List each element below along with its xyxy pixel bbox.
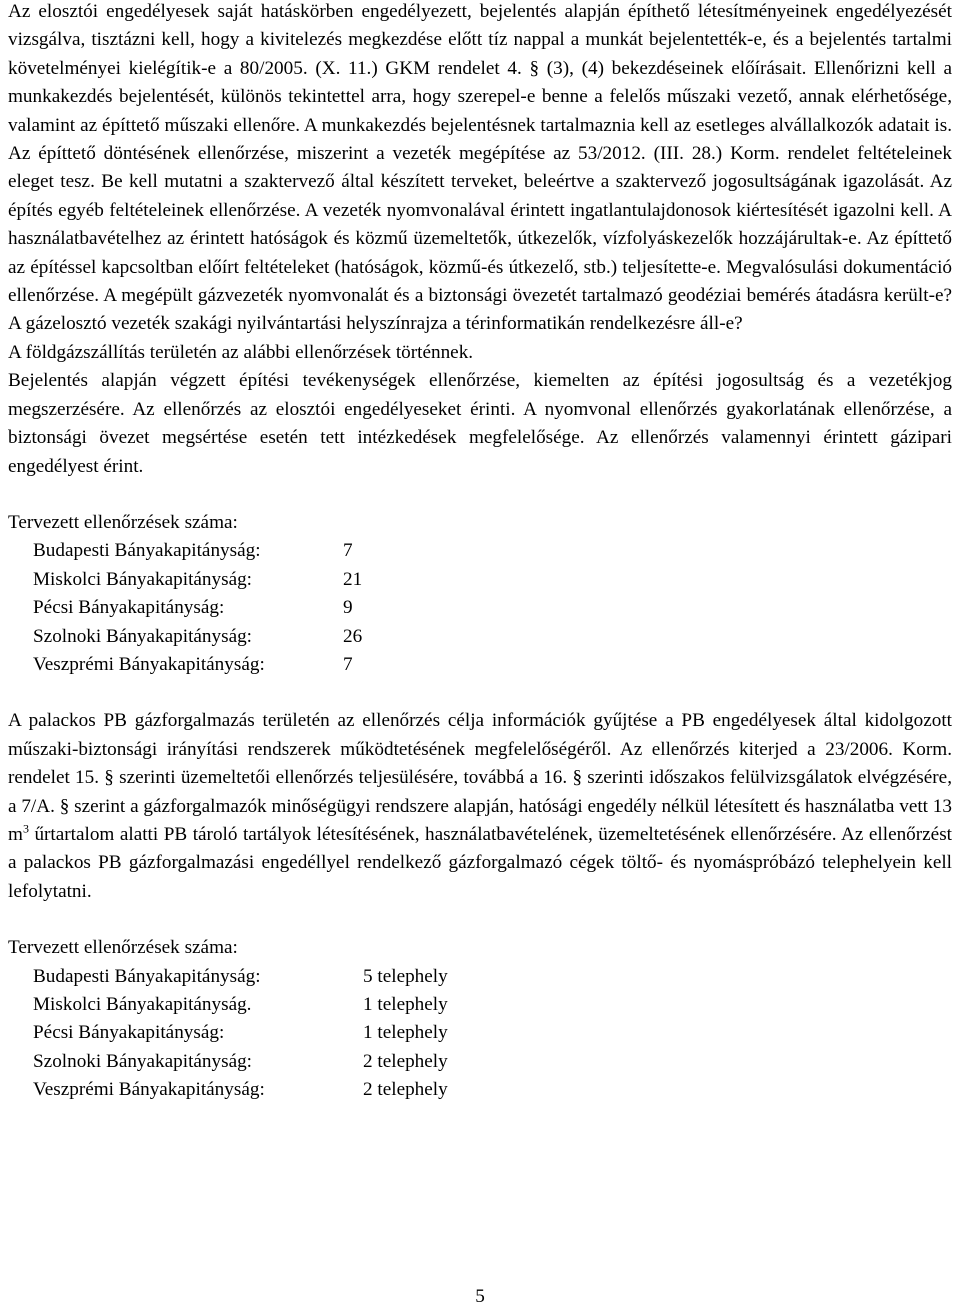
list-item: Miskolci Bányakapitányság. 1 telephely — [33, 994, 448, 1015]
inspection-count-list-2 — [8, 963, 952, 1105]
paragraph-construction-checks: Bejelentés alapján végzett építési tevékenységek ellenőrzése, kiemelten az építési jogosultság és a vezetékjog megszerzésére. Az ellenőrzés az elosztói engedélyeseket érinti. A nyomvonal ellenőrzés gyakorlatának ellenőrzése, a biztonsági övezet megsértése esetén tett intézkedések megfelelősége. Az ellenőrzés valamennyi érintett gázipari engedélyest érint. — [8, 370, 952, 477]
list2-heading: Tervezett ellenőrzések száma: — [8, 937, 238, 959]
superscript-3: 3 — [22, 821, 29, 836]
document-page — [8, 0, 952, 1105]
spacer — [8, 679, 952, 707]
inspection-count-list-1 — [8, 537, 952, 679]
list1-heading: Tervezett ellenőrzések száma: — [8, 511, 238, 533]
paragraph-transmission-intro: A földgázszállítás területén az alábbi ellenőrzések történnek. — [8, 341, 474, 363]
spacer — [8, 906, 952, 934]
list-item: Pécsi Bányakapitányság: 1 telephely — [33, 1022, 448, 1044]
list-item: Veszprémi Bányakapitányság: 7 — [33, 653, 353, 675]
paragraph-distribution-licensees: Az elosztói engedélyesek saját hatáskörben engedélyezett, bejelentés alapján építhető létesítményeinek engedélyezését vizsgálva, tisztázni kell, hogy a kivitelezés megkezdése előtt tíz nappal a munkát bejelentették-e, és a bejelentés tartalmi követelményei kielégítik-e a 80/2005. (X. 11.) GKM rendelet 4. § (3), (4) bekezdéseinek előírásait. Ellenőrizni kell a munkakezdés bejelentését, különös tekintettel arra, hogy szerepel-e benne a felelős műszaki vezető, annak elérhetősége, valamint az építtető műszaki ellenőre. A munkakezdés bejelentésnek tartalmaznia kell az esetleges alvállalkozók adatait is. Az építtető döntésének ellenőrzése, miszerint a vezeték megépítése az 53/2012. (III. 28.) Korm. rendelet feltételeinek eleget tesz. Be kell mutatni a szaktervező által készített terveket, beleértve a szaktervező jogosultságának igazolását. Az építés egyéb feltételeinek ellenőrzése. A vezeték nyomvonalával érintett ingatlantulajdonosok kiértesítését igazolni kell. A használatbavételhez az érintett hatóságok és közmű üzemeltetők, útkezelők, vízfolyáskezelők hozzájárultak-e. Az építtető az építéssel kapcsoltban előírt feltételeket (hatóságok, közmű-és útkezelő, stb.) teljesítette-e. Megvalósulási dokumentáció ellenőrzése. A megépült gázvezeték nyomvonalát és a biztonsági övezetét tartalmazó geodéziai bemérés átadásra került-e? A gázelosztó vezeték szakági nyilvántartási helyszínrajza a térinformatikán rendelkezésre áll-e? — [8, 1, 952, 335]
list-item: Miskolci Bányakapitányság: 21 — [33, 568, 363, 590]
paragraph-pb-gas: A palackos PB gázforgalmazás területén az ellenőrzés célja információk gyűjtése a PB engedélyesek által kidolgozott műszaki-biztonsági irányítási rendszerek működtetésének megfelelőségéről. Az ellenőrzés kiterjed a 23/2006. Korm. rendelet 15. § szerinti üzemeltetői ellenőrzés teljesülésére, továbbá a 16. § szerinti időszakos felülvizsgálatok elvégzésére, a 7/A. § szerint a gázforgalmazók minőségügyi rendszere alapján, hatósági engedély nélkül létesített és használatba vett 13 $m^3$ űrtartalom alatti PB tároló tartályok létesítésének, használatbavételének, üzemeltetésének ellenőrzésére. Az ellenőrzést a palackos PB gázforgalmazási engedéllyel rendelkező gázforgalmazó cégek töltő- és nyomáspróbázó telephelyein kell lefolytatni. — [8, 710, 952, 902]
list-item: Veszprémi Bányakapitányság: 2 telephely — [33, 1079, 448, 1101]
list-item: Pécsi Bányakapitányság: 9 — [33, 597, 353, 619]
list-item: Szolnoki Bányakapitányság: 26 — [33, 625, 363, 647]
page-number: 5 — [475, 1286, 485, 1307]
list-item: Budapesti Bányakapitányság: 7 — [33, 540, 353, 562]
spacer — [8, 481, 952, 509]
list-item: Budapesti Bányakapitányság: 5 telephely — [33, 965, 448, 987]
list-item: Szolnoki Bányakapitányság: 2 telephely — [33, 1050, 448, 1072]
